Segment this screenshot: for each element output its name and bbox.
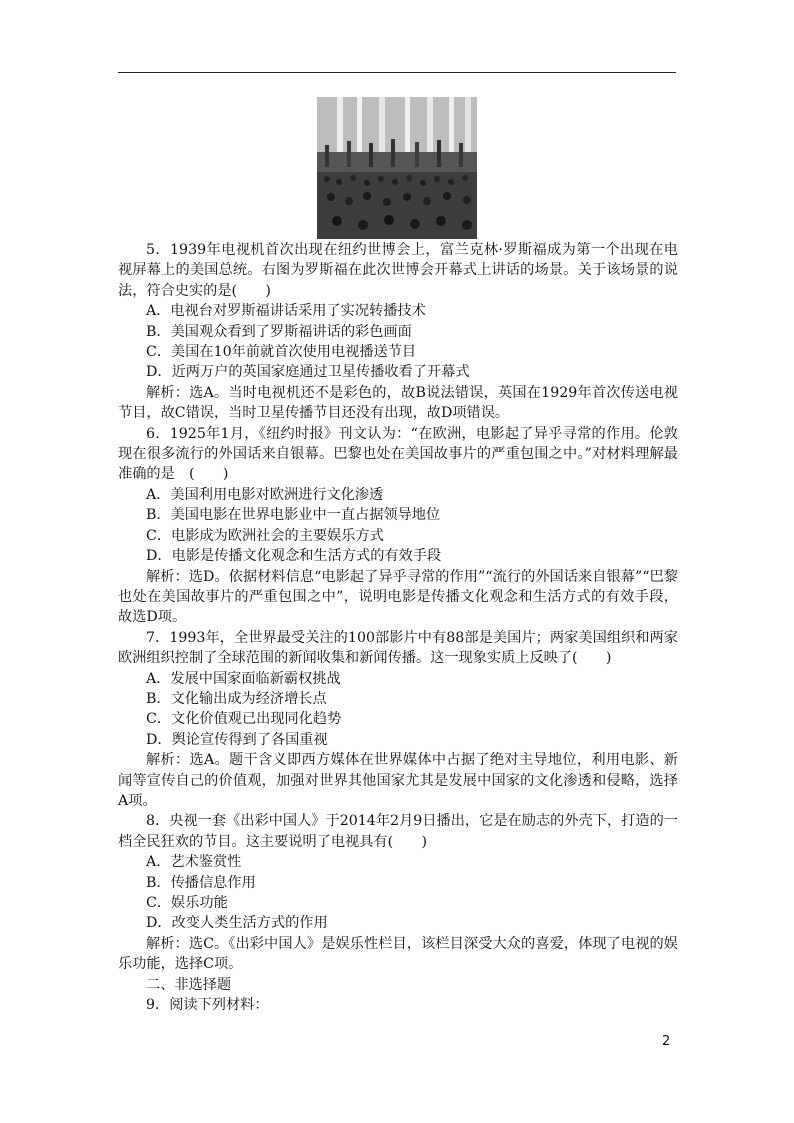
- question-5-option-b: B．美国观众看到了罗斯福讲话的彩色画面: [146, 323, 412, 340]
- question-6-option-b: B．美国电影在世界电影业中一直占据领导地位: [146, 507, 441, 524]
- question-8-option-d: D．改变人类生活方式的作用: [146, 915, 328, 932]
- question-7-option-b: B．文化输出成为经济增长点: [146, 690, 327, 707]
- question-8-stem: 8．央视一套《出彩中国人》于2014年2月9日播出，它是在励志的外壳下，打造的一档全民狂欢的节目。这主要说明了电视具有( ): [118, 813, 678, 850]
- question-9-stem: 9．阅读下列材料：: [146, 997, 269, 1014]
- question-8-analysis: 解析：选C。《出彩中国人》是娱乐性栏目，该栏目深受大众的喜爱，体现了电视的娱乐功能，选择C项。: [118, 935, 678, 973]
- question-6-option-c: C．电影成为欧洲社会的主要娱乐方式: [146, 527, 384, 544]
- question-7-analysis: 解析：选A。题干含义即西方媒体在世界媒体中占据了绝对主导地位，利用电影、新闻等宣传自己的价值观，加强对世界其他国家尤其是发展中国家的文化渗透和侵略，选择A项。: [118, 752, 678, 809]
- question-5-option-d: D．近两万户的英国家庭通过卫星传播收看了开幕式: [146, 364, 470, 381]
- question-7-option-a: A．发展中国家面临新霸权挑战: [146, 670, 341, 687]
- question-8-option-a: A．艺术鉴赏性: [146, 854, 242, 871]
- question-6-option-a: A．美国利用电影对欧洲进行文化渗透: [146, 486, 384, 503]
- page-number: 2: [662, 1034, 671, 1049]
- question-7-stem: 7．1993年，全世界最受关注的100部影片中有88部是美国片；两家美国组织和两家欧洲组织控制了全球范围的新闻收集和新闻传播。这一现象实质上反映了( ): [118, 629, 678, 667]
- question-6-option-d: D．电影是传播文化观念和生活方式的有效手段: [146, 548, 442, 565]
- question-5-stem: 5．1939年电视机首次出现在纽约世博会上，富兰克林·罗斯福成为第一个出现在电视屏幕上的美国总统。右图为罗斯福在此次世博会开幕式上讲话的场景。关于该场景的说法，符合史实的是( ): [118, 242, 678, 299]
- question-7-option-c: C．文化价值观已出现同化趋势: [146, 711, 342, 728]
- section-heading: 二、非选择题: [146, 976, 232, 993]
- roosevelt-worlds-fair-photo: [317, 97, 477, 239]
- question-5-analysis: 解析：选A。当时电视机还不是彩色的，故B说法错误，英国在1929年首次传送电视节目，故C错误，当时卫星传播节目还没有出现，故D项错误。: [118, 384, 678, 422]
- question-7-option-d: D．舆论宣传得到了各国重视: [146, 731, 328, 748]
- photo-illustration: [317, 97, 477, 239]
- question-content: [118, 240, 678, 1015]
- question-8-option-b: B．传播信息作用: [146, 874, 256, 891]
- question-8-option-c: C．娱乐功能: [146, 895, 228, 911]
- header-rule: [118, 72, 676, 73]
- question-5-option-c: C．美国在10年前就首次使用电视播送节目: [146, 344, 417, 361]
- question-5-option-a: A．电视台对罗斯福讲话采用了实况转播技术: [146, 303, 426, 320]
- question-6-stem: 6．1925年1月，《纽约时报》刊文认为：“在欧洲，电影起了异乎寻常的作用。伦敦现在很多流行的外国话来自银幕。巴黎也处在美国故事片的严重包围之中。”对材料理解最准确的是 ( ): [118, 425, 678, 483]
- question-6-analysis: 解析：选D。依据材料信息“电影起了异乎寻常的作用”“流行的外国话来自银幕”“巴黎也处在美国故事片的严重包围之中”，说明电影是传播文化观念和生活方式的有效手段，故选D项。: [118, 568, 678, 626]
